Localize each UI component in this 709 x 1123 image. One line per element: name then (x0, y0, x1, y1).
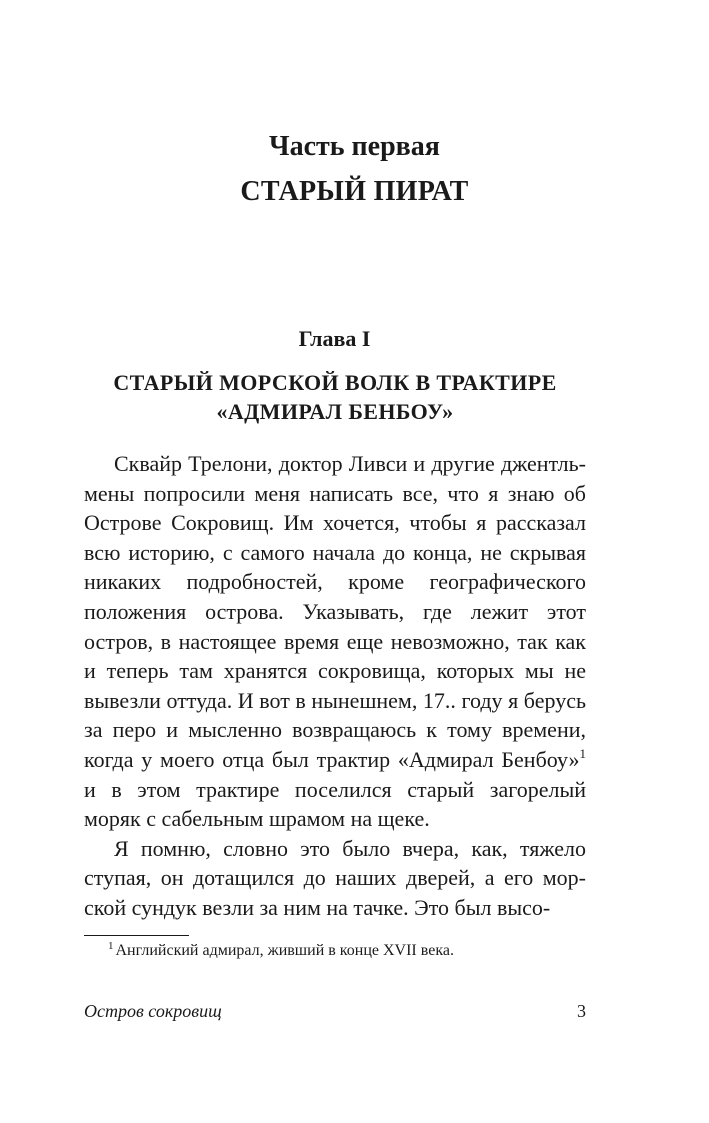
paragraph-1 (84, 449, 586, 834)
chapter-title (84, 368, 586, 426)
paragraph-2: Я помню, словно это было вчера, как, тяжело ступая, он дотащился до наших дверей, а его морской сундук везли за ним на тачке. Это был высо- (84, 835, 586, 920)
running-title: Остров сокровищ (84, 1001, 222, 1021)
paragraph-1-part-b: и в этом трактире поселился старый загорелый моряк с сабельным шрамом на щеке. (84, 776, 586, 832)
chapter-title-line-2: «АДМИРАЛ БЕНБОУ» (216, 399, 454, 424)
footnote-mark: 1 (108, 940, 114, 952)
footnote-text: Английский адмирал, живший в конце XVII века. (115, 942, 454, 959)
part-name: СТАРЫЙ ПИРАТ (240, 176, 469, 207)
chapter-title-line-1: СТАРЫЙ МОРСКОЙ ВОЛК В ТРАКТИРЕ (113, 370, 557, 395)
body-text (84, 449, 586, 923)
paragraph-1-part-a: Сквайр Трелони, доктор Ливси и другие джентльмены попросили меня написать все, что я знаю об Острове Сокровищ. Им хочется, чтобы я рассказал всю историю, с самого начала до конца, не скрывая никаких подробностей, кроме географического положения острова. Указывать, где лежит этот остров, в настоящее время еще невозможно, так как и теперь там хранятся сокровища, которых мы не вывезли оттуда. И вот в нынешнем, 17.. году я берусь за перо и мысленно возвращаюсь к тому времени, когда у моего отца был трактир «Адмирал Бенбоу» (84, 451, 586, 772)
page-number: 3 (577, 1001, 586, 1021)
chapter-label: Глава I (298, 326, 371, 351)
footnote-reference: 1 (579, 745, 586, 761)
part-title: Часть первая (269, 131, 440, 162)
footnote (108, 940, 578, 962)
footnote-divider (84, 935, 189, 936)
